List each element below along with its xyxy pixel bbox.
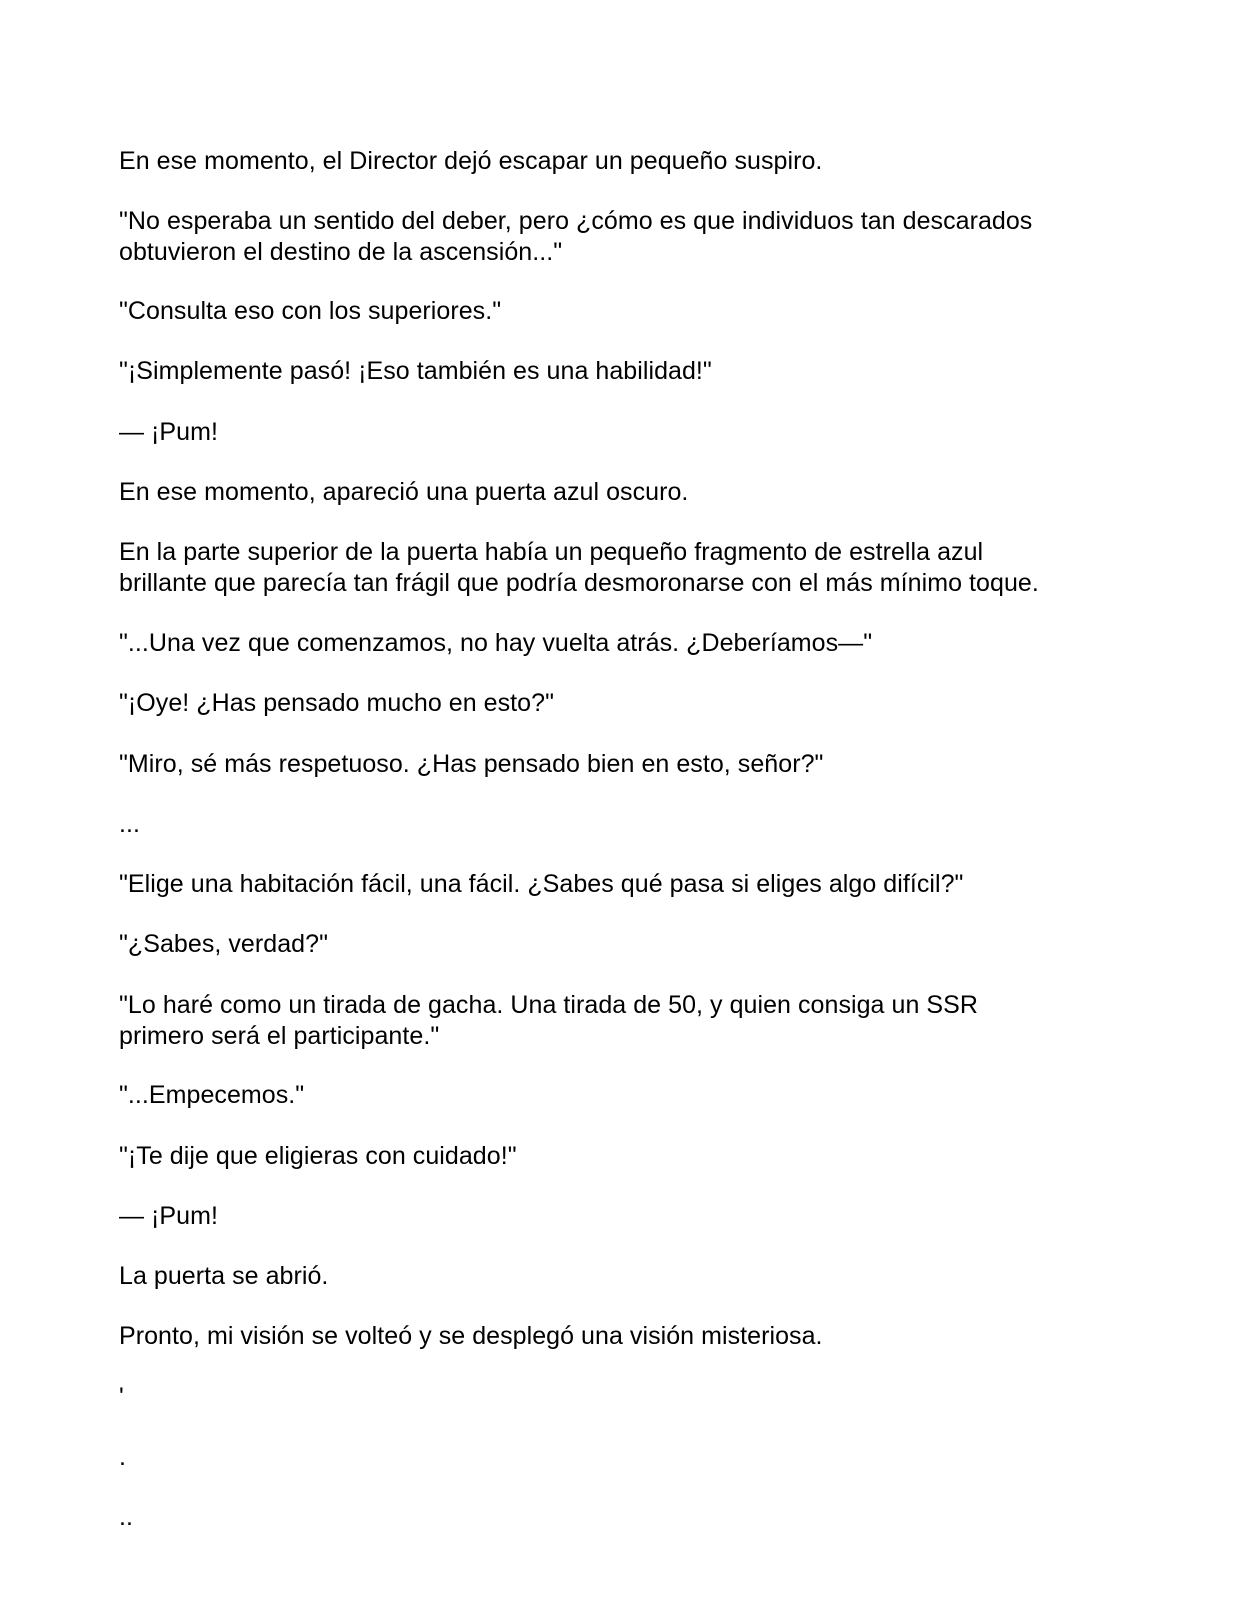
paragraph: En ese momento, el Director dejó escapar un pequeño suspiro. — [119, 147, 823, 175]
paragraph: "Miro, sé más respetuoso. ¿Has pensado bien en esto, señor?" — [119, 750, 824, 778]
paragraph: — ¡Pum! — [119, 418, 218, 446]
paragraph: "¡Oye! ¿Has pensado mucho en esto?" — [119, 689, 555, 717]
paragraph: "¡Te dije que eligieras con cuidado!" — [119, 1142, 517, 1170]
paragraph: En ese momento, apareció una puerta azul oscuro. — [119, 478, 689, 506]
paragraph: ' — [119, 1383, 124, 1411]
paragraph: Pronto, mi visión se volteó y se desplegó una visión misteriosa. — [119, 1322, 823, 1350]
paragraph: — ¡Pum! — [119, 1202, 218, 1230]
paragraph: "¿Sabes, verdad?" — [119, 930, 328, 958]
paragraph: "...Empecemos." — [119, 1081, 305, 1109]
paragraph: ... — [119, 810, 140, 838]
paragraph: "Lo haré como un tirada de gacha. Una tirada de 50, y quien consiga un SSR primero será el participante." — [119, 991, 978, 1050]
paragraph: "...Una vez que comenzamos, no hay vuelta atrás. ¿Deberíamos—" — [119, 629, 873, 657]
paragraph: La puerta se abrió. — [119, 1262, 329, 1290]
paragraph: "No esperaba un sentido del deber, pero ¿cómo es que individuos tan descarados obtuvieron el destino de la ascensión..." — [119, 207, 1033, 266]
paragraph: En la parte superior de la puerta había un pequeño fragmento de estrella azul brillante que parecía tan frágil que podría desmoronarse con el más mínimo toque. — [119, 538, 1039, 597]
paragraph: "¡Simplemente pasó! ¡Eso también es una habilidad!" — [119, 357, 712, 385]
paragraph: "Consulta eso con los superiores." — [119, 297, 502, 325]
paragraph: . — [119, 1443, 126, 1471]
paragraph: .. — [119, 1503, 133, 1531]
paragraph: "Elige una habitación fácil, una fácil. ¿Sabes qué pasa si eliges algo difícil?" — [119, 870, 964, 898]
